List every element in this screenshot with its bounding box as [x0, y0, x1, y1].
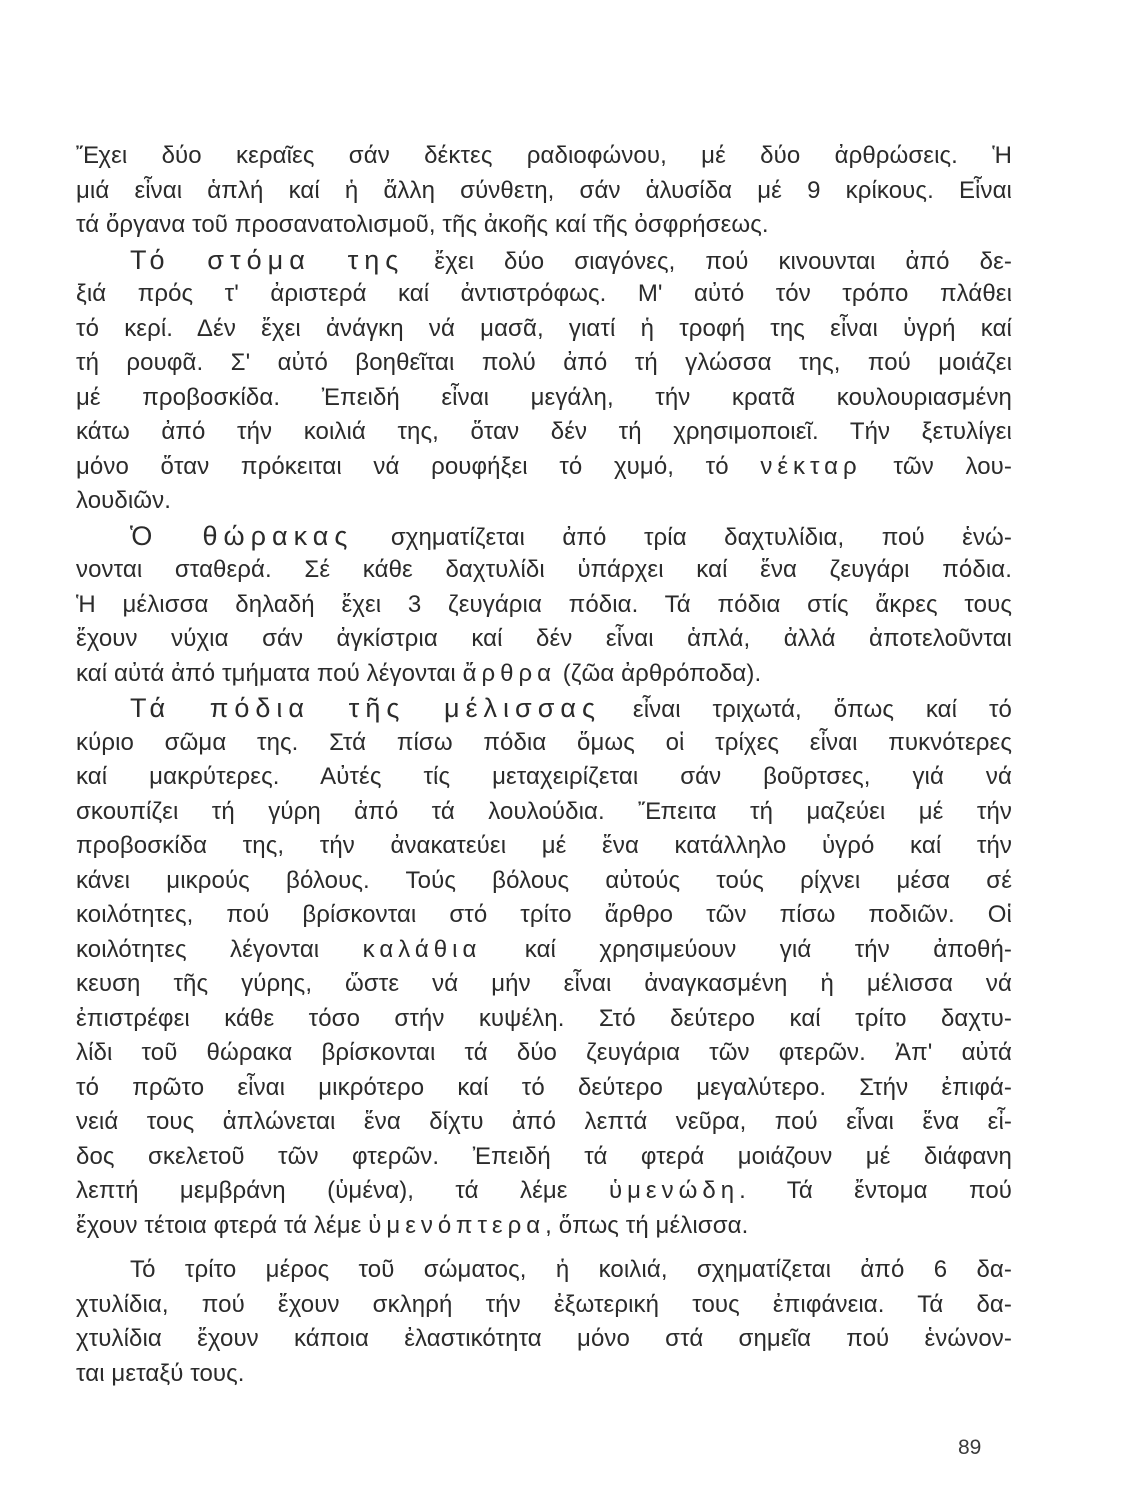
text-line: μέ προβοσκίδα. Ἐπειδή εἶναι μεγάλη, τήν κρατᾶ κουλουριασμένη — [76, 383, 1012, 411]
text-line — [76, 519, 1012, 554]
text-fragment: ἔχουν τέτοια φτερά τά λέμε — [76, 1211, 362, 1239]
text-fragment: . Τά ἔντομα πού — [739, 1177, 1012, 1204]
text-fragment: ἔχει δύο σιαγόνες, πού κινουνται ἀπό δε- — [434, 247, 1012, 275]
text-line: προβοσκίδα της, τήν ἀνακατεύει μέ ἕνα κατάλληλο ὑγρό καί τήν — [76, 832, 1012, 859]
text-line: Ἔχει δύο κεραῖες σάν δέκτες ραδιοφώνου, μέ δύο ἀρθρώσεις. Ἡ — [76, 142, 1012, 169]
text-line: τή ρουφᾶ. Σ' αὐτό βοηθεῖται πολύ ἀπό τή γλώσσα της, πού μοιάζει — [76, 349, 1012, 376]
term-arthra: ἄρθρα — [462, 659, 556, 687]
text-line: κευση τῆς γύρης, ὥστε νά μήν εἶναι ἀναγκασμένη ἡ μέλισσα νά — [76, 970, 1012, 997]
text-line: χτυλίδια ἔχουν κάποια ἐλαστικότητα μόνο στά σημεῖα πού ἑνώνον- — [76, 1325, 1012, 1352]
text-line: κύριο σῶμα της. Στά πίσω πόδια ὅμως οἱ τρίχες εἶναι πυκνότερες — [76, 728, 1012, 756]
text-line: ἐπιστρέφει κάθε τόσο στήν κυψέλη. Στό δεύτερο καί τρίτο δαχτυ- — [76, 1004, 1012, 1032]
paragraph-mouth — [76, 243, 1012, 519]
text-line: τό κερί. Δέν ἔχει ἀνάγκη νά μασᾶ, γιατί ἡ τροφή της εἶναι ὑγρή καί — [76, 314, 1012, 342]
text-line: δος σκελετοῦ τῶν φτερῶν. Ἐπειδή τά φτερά μοιάζουν μέ διάφανη — [76, 1142, 1012, 1170]
text-line: λουδιῶν. — [76, 487, 172, 514]
text-line — [76, 1209, 1012, 1244]
term-kalathia: καλάθια — [362, 935, 482, 963]
text-line — [76, 933, 1012, 968]
page-text — [76, 139, 1012, 1391]
text-line: νειά τους ἁπλώνεται ἕνα δίχτυ ἀπό λεπτά νεῦρα, πού εἶναι ἕνα εἶ- — [76, 1108, 1012, 1135]
text-line: λίδι τοῦ θώρακα βρίσκονται τά δύο ζευγάρια τῶν φτερῶν. Ἀπ' αὐτά — [76, 1039, 1012, 1066]
text-fragment: εἶναι τριχωτά, ὅπως καί τό — [632, 696, 1012, 723]
text-line: κοιλότητες, πού βρίσκονται στό τρίτο ἄρθρο τῶν πίσω ποδιῶν. Οἱ — [76, 901, 1012, 928]
text-line: χτυλίδια, πού ἔχουν σκληρή τήν ἐξωτερική τους ἐπιφάνεια. Τά δα- — [76, 1290, 1012, 1318]
text-line — [76, 691, 1012, 726]
paragraph-antennae — [76, 139, 1012, 243]
term-hymenode: ὑμενώδη — [608, 1177, 740, 1204]
text-line — [76, 243, 1012, 278]
text-line: κάνει μικρούς βόλους. Τούς βόλους αὐτούς τούς ρίχνει μέσα σέ — [76, 866, 1012, 894]
text-fragment: (ζῶα ἀρθρόποδα). — [562, 659, 762, 687]
text-line: Ἡ μέλισσα δηλαδή ἔχει 3 ζευγάρια πόδια. Τά πόδια στίς ἄκρες τους — [76, 590, 1012, 618]
text-line: Τό τρίτο μέρος τοῦ σώματος, ἡ κοιλιά, σχηματίζεται ἀπό 6 δα- — [130, 1256, 1012, 1283]
term-nectar: νέκταρ — [760, 452, 862, 480]
text-line: ἔχουν νύχια σάν ἀγκίστρια καί δέν εἶναι ἁπλά, ἀλλά ἀποτελοῦνται — [76, 625, 1012, 652]
text-fragment: μόνο ὅταν πρόκειται νά ρουφήξει τό χυμό, τό — [76, 452, 729, 480]
text-fragment: σχηματίζεται ἀπό τρία δαχτυλίδια, πού ἑνώ- — [390, 523, 1012, 551]
text-fragment: , ὅπως τή μέλισσα. — [545, 1211, 749, 1239]
text-line — [76, 1174, 1012, 1209]
text-line: σκουπίζει τή γύρη ἀπό τά λουλούδια. Ἔπειτα τή μαζεύει μέ τήν — [76, 797, 1012, 825]
text-line: κάτω ἀπό τήν κοιλιά της, ὅταν δέν τή χρησιμοποιεῖ. Τήν ξετυλίγει — [76, 418, 1012, 445]
text-fragment: τῶν λου- — [893, 452, 1012, 480]
text-fragment: καί αὐτά ἀπό τμήματα πού λέγονται — [76, 659, 456, 687]
paragraph-legs — [76, 691, 1012, 1243]
text-line: ξιά πρός τ' ἀριστερά καί ἀντιστρόφως. Μ' αὐτό τόν τρόπο πλάθει — [76, 280, 1012, 307]
text-line: καί μακρύτερες. Αὐτές τίς μεταχειρίζεται σάν βοῦρτσες, γιά νά — [76, 763, 1012, 790]
paragraph-thorax — [76, 519, 1012, 692]
text-line: ται μεταξύ τους. — [76, 1359, 245, 1387]
text-line — [76, 450, 1012, 485]
text-line: τό πρῶτο εἶναι μικρότερο καί τό δεύτερο μεγαλύτερο. Στήν ἐπιφά- — [76, 1073, 1012, 1101]
text-line: τά ὄργανα τοῦ προσανατολισμοῦ, τῆς ἀκοῆς καί τῆς ὀσφρήσεως. — [76, 211, 769, 238]
term-bee-legs: Τά πόδια τῆς μέλισσας — [130, 693, 602, 723]
page-number: 89 — [958, 1436, 982, 1459]
text-fragment: κοιλότητες λέγονται — [76, 935, 320, 963]
term-hymenoptera: ὑμενόπτερα — [368, 1211, 546, 1239]
text-fragment: καί χρησιμεύουν γιά τήν ἀποθή- — [524, 935, 1012, 963]
text-line: νονται σταθερά. Σέ κάθε δαχτυλίδι ὑπάρχει καί ἕνα ζευγάρι πόδια. — [76, 556, 1012, 583]
term-thorax: Ὁ θώρακας — [130, 520, 354, 551]
paragraph-abdomen — [76, 1253, 1012, 1391]
term-mouth: Τό στόμα της — [130, 244, 405, 275]
text-line — [76, 657, 1012, 692]
text-fragment: λεπτή μεμβράνη (ὑμένα), τά λέμε — [76, 1177, 568, 1204]
text-line: μιά εἶναι ἁπλή καί ἡ ἄλλη σύνθετη, σάν ἁλυσίδα μέ 9 κρίκους. Εἶναι — [76, 176, 1012, 204]
